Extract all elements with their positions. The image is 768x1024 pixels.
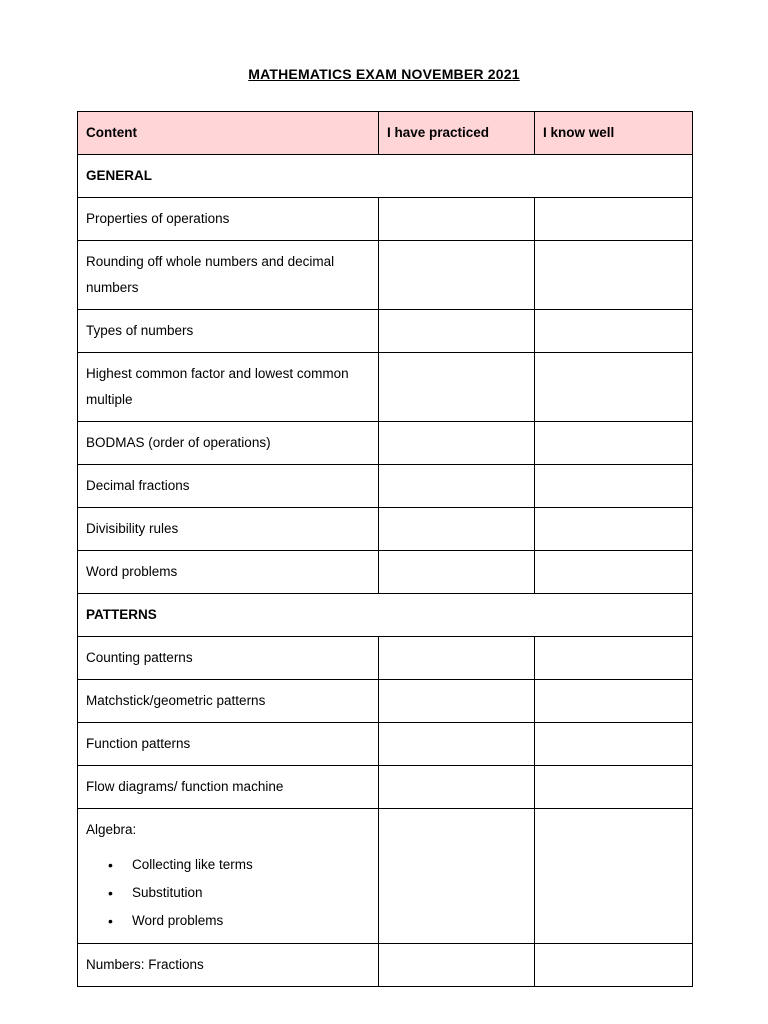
know-well-cell[interactable] <box>535 723 693 766</box>
topic-label: Word problems <box>78 551 379 594</box>
table-row <box>78 723 693 766</box>
know-well-cell[interactable] <box>535 241 693 310</box>
list-item <box>108 879 370 907</box>
algebra-label: Algebra: <box>86 822 137 837</box>
know-well-cell[interactable] <box>535 637 693 680</box>
practiced-cell[interactable] <box>379 809 535 944</box>
table-header-row <box>78 112 693 155</box>
topic-label: Types of numbers <box>78 310 379 353</box>
topic-label: Matchstick/geometric patterns <box>78 680 379 723</box>
header-practiced: I have practiced <box>379 112 535 155</box>
list-item-text: Collecting like terms <box>132 857 253 872</box>
practiced-cell[interactable] <box>379 422 535 465</box>
section-heading: GENERAL <box>78 155 693 198</box>
know-well-cell[interactable] <box>535 944 693 987</box>
header-content: Content <box>78 112 379 155</box>
table-row <box>78 508 693 551</box>
list-item <box>108 851 370 879</box>
algebra-bullet-list <box>86 851 370 935</box>
practiced-cell[interactable] <box>379 551 535 594</box>
bullet-icon: • <box>108 913 113 929</box>
section-heading: PATTERNS <box>78 594 693 637</box>
table-row <box>78 422 693 465</box>
topic-label: Numbers: Fractions <box>78 944 379 987</box>
know-well-cell[interactable] <box>535 310 693 353</box>
practiced-cell[interactable] <box>379 310 535 353</box>
table-row-algebra <box>78 809 693 944</box>
table-row <box>78 198 693 241</box>
bullet-icon: • <box>108 857 113 873</box>
table-row <box>78 310 693 353</box>
topic-label: Divisibility rules <box>78 508 379 551</box>
know-well-cell[interactable] <box>535 809 693 944</box>
topic-label: BODMAS (order of operations) <box>78 422 379 465</box>
list-item-text: Word problems <box>132 913 224 928</box>
table-row <box>78 766 693 809</box>
revision-checklist-table <box>77 111 693 987</box>
know-well-cell[interactable] <box>535 422 693 465</box>
practiced-cell[interactable] <box>379 465 535 508</box>
table-row <box>78 551 693 594</box>
topic-label: Counting patterns <box>78 637 379 680</box>
know-well-cell[interactable] <box>535 353 693 422</box>
list-item-text: Substitution <box>132 885 203 900</box>
document-title: MATHEMATICS EXAM NOVEMBER 2021 <box>248 66 520 82</box>
practiced-cell[interactable] <box>379 241 535 310</box>
topic-label: Highest common factor and lowest common multiple <box>78 353 379 422</box>
know-well-cell[interactable] <box>535 198 693 241</box>
practiced-cell[interactable] <box>379 353 535 422</box>
table-row <box>78 637 693 680</box>
list-item <box>108 907 370 935</box>
topic-label: Decimal fractions <box>78 465 379 508</box>
practiced-cell[interactable] <box>379 723 535 766</box>
practiced-cell[interactable] <box>379 944 535 987</box>
know-well-cell[interactable] <box>535 766 693 809</box>
know-well-cell[interactable] <box>535 551 693 594</box>
topic-label: Rounding off whole numbers and decimal numbers <box>78 241 379 310</box>
section-row-general <box>78 155 693 198</box>
practiced-cell[interactable] <box>379 680 535 723</box>
topic-label: Function patterns <box>78 723 379 766</box>
table-row-fractions <box>78 944 693 987</box>
know-well-cell[interactable] <box>535 465 693 508</box>
table-row <box>78 465 693 508</box>
table-row <box>78 353 693 422</box>
header-know-well: I know well <box>535 112 693 155</box>
practiced-cell[interactable] <box>379 508 535 551</box>
table-row <box>78 241 693 310</box>
practiced-cell[interactable] <box>379 766 535 809</box>
know-well-cell[interactable] <box>535 508 693 551</box>
topic-label: Properties of operations <box>78 198 379 241</box>
practiced-cell[interactable] <box>379 637 535 680</box>
algebra-cell <box>78 809 379 944</box>
section-row-patterns <box>78 594 693 637</box>
bullet-icon: • <box>108 885 113 901</box>
table-row <box>78 680 693 723</box>
practiced-cell[interactable] <box>379 198 535 241</box>
topic-label: Flow diagrams/ function machine <box>78 766 379 809</box>
know-well-cell[interactable] <box>535 680 693 723</box>
